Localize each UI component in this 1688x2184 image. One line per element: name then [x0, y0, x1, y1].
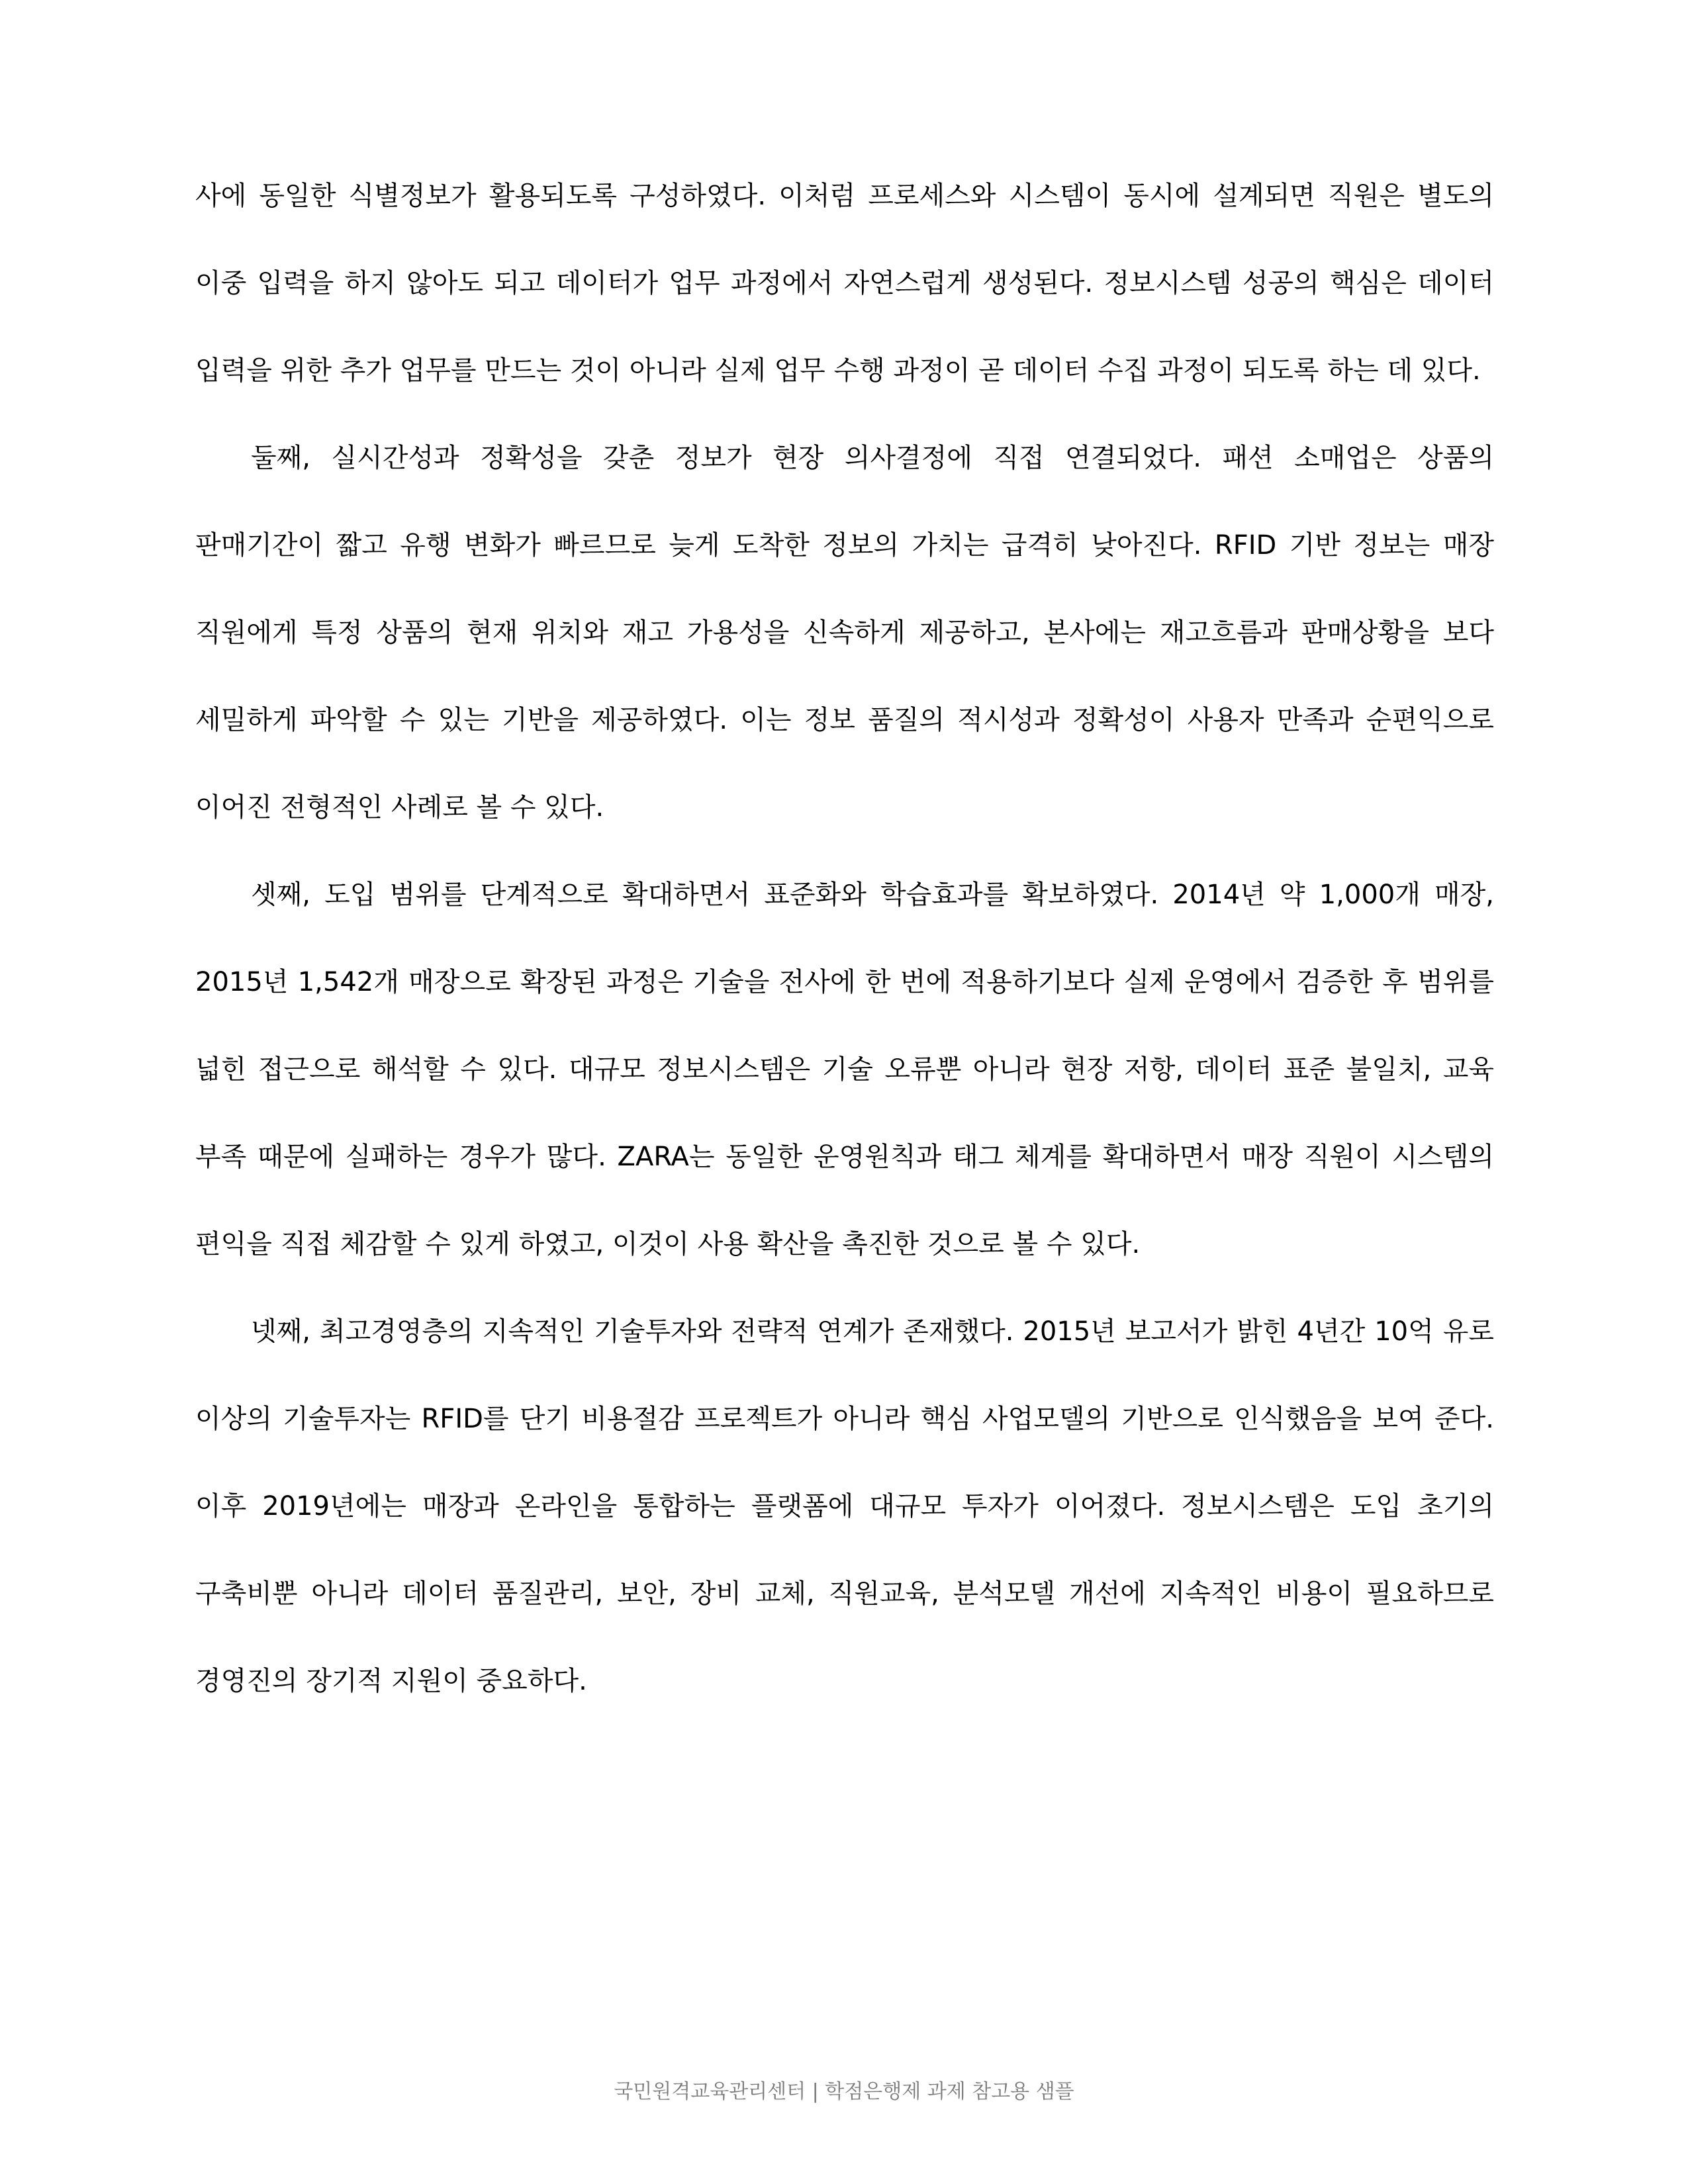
- paragraph-continuation: 사에 동일한 식별정보가 활용되도록 구성하였다. 이처럼 프로세스와 시스템이 동시에 설계되면 직원은 별도의 이중 입력을 하지 않아도 되고 데이터가 업무 과정에서 자연스럽게 생성된다. 정보시스템 성공의 핵심은 데이터 입력을 위한 추가 업무를 만드는 것이 아니라 실제 업무 수행 과정이 곧 데이터 수집 과정이 되도록 하는 데 있다.: [195, 181, 1494, 386]
- paragraph-second-point: 둘째, 실시간성과 정확성을 갖춘 정보가 현장 의사결정에 직접 연결되었다. 패션 소매업은 상품의 판매기간이 짧고 유행 변화가 빠르므로 늦게 도착한 정보의 가치는 급격히 낮아진다. RFID 기반 정보는 매장 직원에게 특정 상품의 현재 위치와 재고 가용성을 신속하게 제공하고, 본사에는 재고흐름과 판매상황을 보다 세밀하게 파악할 수 있는 기반을 제공하였다. 이는 정보 품질의 적시성과 정확성이 사용자 만족과 순편익으로 이어진 전형적인 사례로 볼 수 있다.: [195, 443, 1494, 823]
- page-footer: 국민원격교육관리센터 | 학점은행제 과제 참고용 샘플: [614, 2080, 1074, 2103]
- document-body: [195, 152, 1494, 1725]
- paragraph-fourth-point: 넷째, 최고경영층의 지속적인 기술투자와 전략적 연계가 존재했다. 2015년 보고서가 밝힌 4년간 10억 유로 이상의 기술투자는 RFID를 단기 비용절감 프로젝트가 아니라 핵심 사업모델의 기반으로 인식했음을 보여 준다. 이후 2019년에는 매장과 온라인을 통합하는 플랫폼에 대규모 투자가 이어졌다. 정보시스템은 도입 초기의 구축비뿐 아니라 데이터 품질관리, 보안, 장비 교체, 직원교육, 분석모델 개선에 지속적인 비용이 필요하므로 경영진의 장기적 지원이 중요하다.: [195, 1316, 1494, 1696]
- paragraph-third-point: 셋째, 도입 범위를 단계적으로 확대하면서 표준화와 학습효과를 확보하였다. 2014년 약 1,000개 매장, 2015년 1,542개 매장으로 확장된 과정은 기술을 전사에 한 번에 적용하기보다 실제 운영에서 검증한 후 범위를 넓힌 접근으로 해석할 수 있다. 대규모 정보시스템은 기술 오류뿐 아니라 현장 저항, 데이터 표준 불일치, 교육 부족 때문에 실패하는 경우가 많다. ZARA는 동일한 운영원칙과 태그 체계를 확대하면서 매장 직원이 시스템의 편익을 직접 체감할 수 있게 하였고, 이것이 사용 확산을 촉진한 것으로 볼 수 있다.: [195, 880, 1494, 1259]
